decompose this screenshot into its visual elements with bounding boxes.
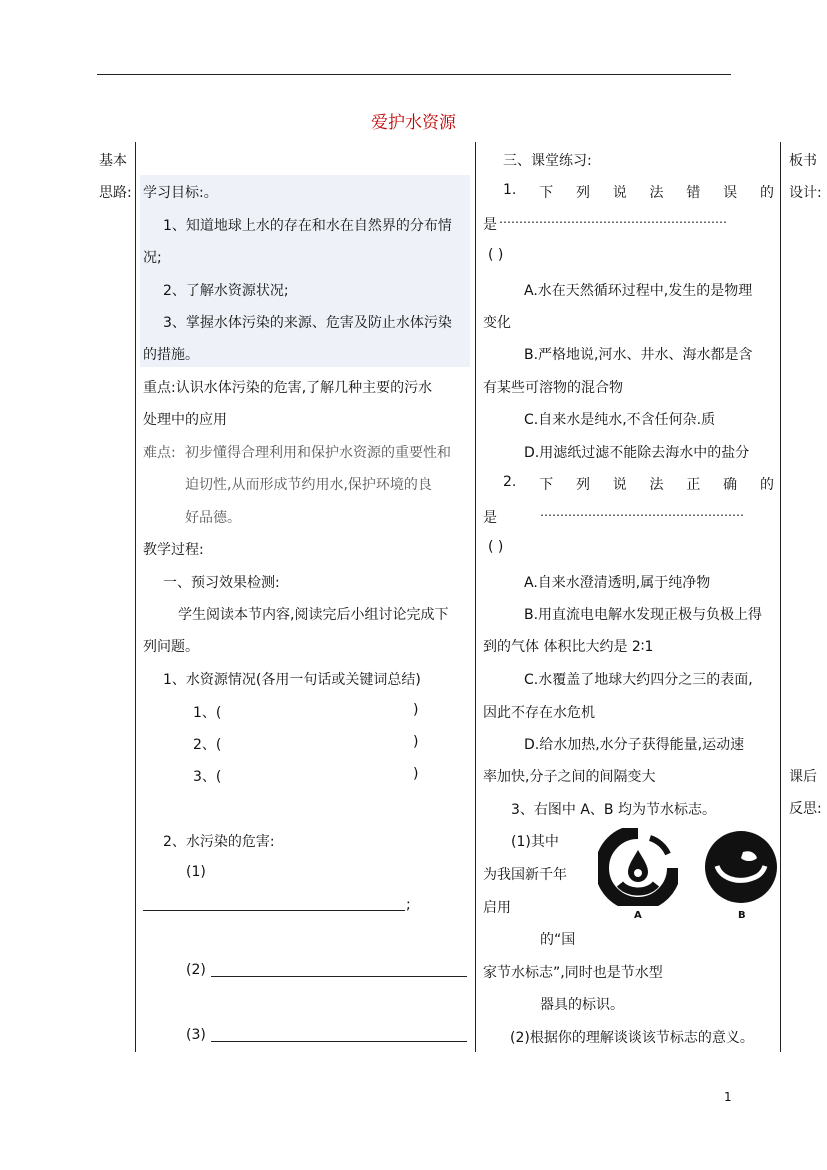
reading-instruction-cont: 列问题。 — [143, 639, 199, 655]
logo-b-label: B — [738, 910, 746, 921]
exercise-2-option-a: A.自来水澄清透明,属于纯净物 — [524, 575, 711, 591]
exercise-3-part-1-line-4: 的“国 — [540, 932, 576, 948]
reflection-label-2: 反思: — [789, 801, 822, 817]
goal-2: 2、了解水资源状况; — [163, 283, 289, 299]
exercise-2-answer-paren: ( ) — [488, 539, 504, 555]
key-point: 重点:认识水体污染的危害,了解几种主要的污水 — [143, 380, 433, 396]
exercise-3-part-1-line-5: 家节水标志”,同时也是节水型 — [483, 965, 663, 981]
goals-highlight — [140, 175, 470, 367]
exercise-1-option-a: A.水在天然循环过程中,发生的是物理 — [524, 283, 753, 299]
exercise-1-answer-paren: ( ) — [488, 247, 504, 263]
harm-line-3 — [211, 1041, 467, 1042]
water-saving-logo-b — [703, 830, 779, 904]
exercise-3-part-2: (2)根据你的理解谈谈该节标志的意义。 — [510, 1030, 754, 1046]
exercise-3-stem: 3、右图中 A、B 均为节水标志。 — [511, 802, 716, 818]
exercise-2-option-c-cont: 因此不存在水危机 — [483, 705, 595, 721]
harm-line-2 — [211, 976, 467, 977]
answer-slot-3-close: ) — [413, 766, 419, 782]
header-rule — [97, 74, 731, 75]
harm-line-1 — [143, 910, 405, 911]
answer-slot-1: 1、( — [193, 705, 222, 721]
exercise-2-option-b: B.用直流电电解水发现正极与负极上得 — [524, 607, 763, 623]
goal-3-cont: 的措施。 — [143, 347, 199, 363]
reflection-label-1: 课后 — [789, 769, 817, 785]
exercise-1-option-b: B.严格地说,河水、井水、海水都是含 — [524, 347, 753, 363]
exercise-3-part-1-line-6: 器具的标识。 — [540, 997, 624, 1013]
column-divider-3 — [780, 142, 781, 1052]
exercise-3-part-1-line-2: 为我国新千年 — [483, 867, 567, 883]
section-3-heading: 三、课堂练习: — [503, 153, 592, 169]
difficulty-line-1: 初步懂得合理利用和保护水资源的重要性和 — [185, 445, 451, 461]
exercise-1-option-b-cont: 有某些可溶物的混合物 — [483, 380, 623, 396]
harm-item-1: (1) — [186, 864, 206, 880]
harm-item-2: (2) — [186, 962, 206, 978]
board-label-2: 设计: — [789, 185, 822, 201]
answer-slot-2: 2、( — [193, 737, 222, 753]
question-2: 2、水污染的危害: — [163, 834, 275, 850]
exercise-2-option-d-cont: 率加快,分子之间的间隔变大 — [483, 769, 656, 785]
column-divider-2 — [475, 142, 476, 1052]
difficulty-line-3: 好品德。 — [185, 510, 241, 526]
difficulty-label: 难点: — [143, 445, 176, 461]
exercise-1-option-a-cont: 变化 — [483, 315, 511, 331]
exercise-2-option-d: D.给水加热,水分子获得能量,运动速 — [524, 737, 745, 753]
section-1-heading: 一、预习效果检测: — [163, 575, 280, 591]
answer-slot-2-close: ) — [413, 734, 419, 750]
harm-line-1-end: ; — [406, 897, 411, 913]
difficulty-line-2: 迫切性,从而形成节约用水,保护环境的良 — [185, 477, 432, 493]
question-1: 1、水资源情况(各用一句话或关键词总结) — [163, 672, 421, 688]
goal-1-cont: 况; — [143, 250, 162, 266]
exercise-2-dots: …………………………………………… — [540, 505, 744, 519]
exercise-1-option-d: D.用滤纸过滤不能除去海水中的盐分 — [524, 445, 750, 461]
page-number: 1 — [724, 1090, 732, 1104]
exercise-1-option-c: C.自来水是纯水,不含任何杂.质 — [524, 412, 716, 428]
reading-instruction: 学生阅读本节内容,阅读完后小组讨论完成下 — [178, 607, 449, 623]
exercise-3-part-1: (1)其中 — [511, 834, 559, 850]
harm-item-3: (3) — [186, 1027, 206, 1043]
goal-1: 1、知道地球上水的存在和水在自然界的分布情 — [163, 218, 452, 234]
water-saving-logo-a — [598, 828, 678, 906]
exercise-1-stem-is: 是 — [483, 217, 497, 233]
goals-heading: 学习目标:。 — [143, 185, 218, 201]
key-point-cont: 处理中的应用 — [143, 412, 227, 428]
exercise-3-part-1-line-3: 启用 — [483, 900, 511, 916]
exercise-2-stem-is: 是 — [483, 510, 497, 526]
exercise-2-option-c: C.水覆盖了地球大约四分之三的表面, — [524, 672, 753, 688]
board-label-1: 板书 — [789, 153, 817, 169]
exercise-2-stem: 2. 下 列 说 法 正 确 的 — [503, 474, 774, 493]
answer-slot-3: 3、( — [193, 769, 222, 785]
left-label-2: 思路: — [99, 185, 132, 201]
logo-a-label: A — [634, 910, 642, 921]
left-label-1: 基本 — [99, 153, 127, 169]
answer-slot-1-close: ) — [413, 702, 419, 718]
process-heading: 教学过程: — [143, 542, 204, 558]
exercise-2-option-b-cont: 到的气体 体积比大约是 2∶1 — [483, 639, 654, 655]
column-divider-1 — [135, 142, 136, 1052]
exercise-1-dots: ………………………………………………… — [499, 212, 727, 226]
page-title: 爱护水资源 — [371, 113, 456, 133]
exercise-1-stem: 1. 下 列 说 法 错 误 的 — [503, 182, 774, 201]
goal-3: 3、掌握水体污染的来源、危害及防止水体污染 — [163, 315, 452, 331]
